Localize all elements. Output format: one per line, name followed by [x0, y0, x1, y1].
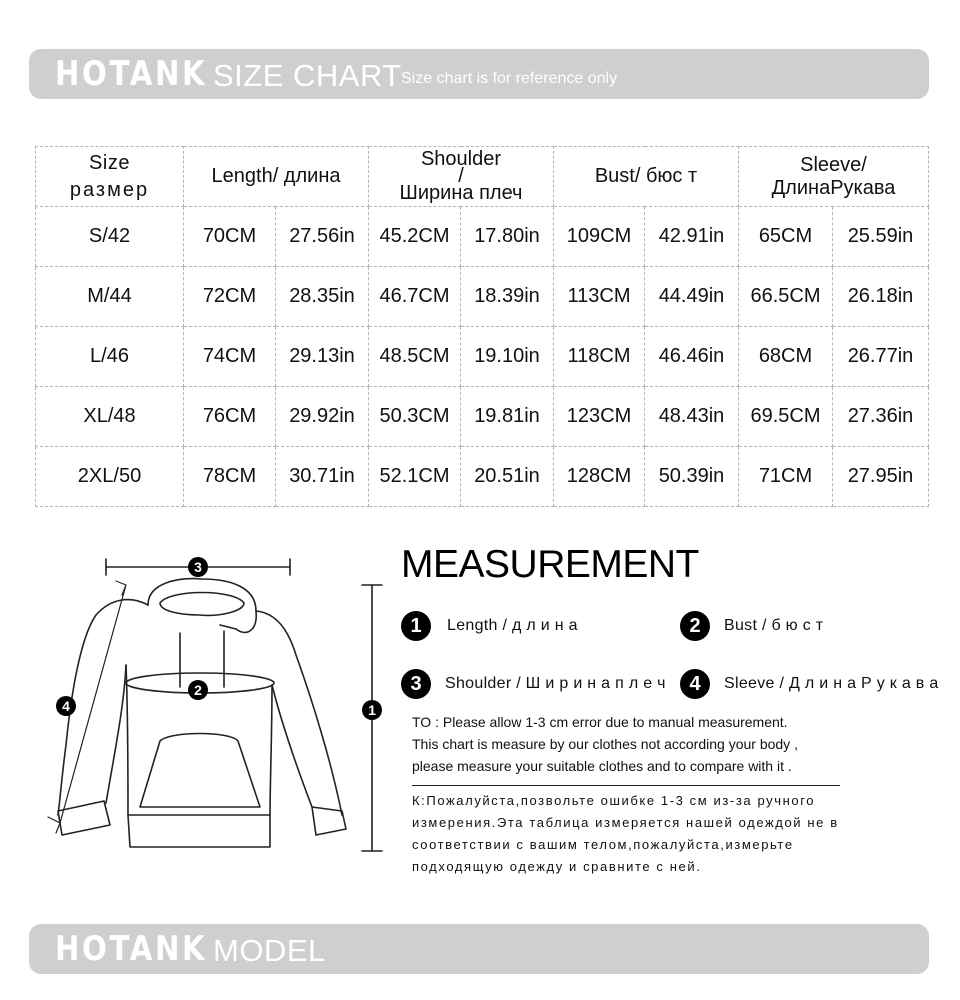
measure-bust [680, 611, 823, 641]
header-bust: Bust/ бюс т [554, 147, 739, 207]
divider [412, 785, 840, 786]
brand-logo: HOTANK [55, 54, 208, 94]
table-cell: 42.91in [645, 207, 739, 267]
note-line-text: please measure your suitable clothes and to compare with it . [412, 758, 792, 774]
note-line-text: подходящую одежду и сравните с ней. [412, 859, 702, 874]
marker-4: 4 [56, 696, 76, 716]
measure-number: 4 [680, 669, 710, 699]
table-cell: 76CM [184, 387, 276, 447]
table-cell: 109CM [554, 207, 645, 267]
measure-number: 3 [401, 669, 431, 699]
header-sleeve: Sleeve/ДлинаРукава [739, 147, 929, 207]
note-line-text: К:Пожалуйста,позвольте ошибке 1-3 см из-за ручного [412, 793, 816, 808]
banner-note: Size chart is for reference only [401, 70, 618, 87]
banner-title: SIZE CHART [213, 58, 402, 93]
measure-number: 2 [680, 611, 710, 641]
header-shoulder-ru: Ширина плеч [399, 182, 523, 204]
measure-label: Length / д л и н а [447, 617, 578, 634]
note-english [412, 711, 798, 777]
table-cell: 20.51in [461, 447, 554, 507]
table-cell: 71CM [739, 447, 833, 507]
header-shoulder-sep: / [458, 165, 464, 187]
marker-1: 1 [362, 700, 382, 720]
table-cell: 18.39in [461, 267, 554, 327]
table-cell: 74CM [184, 327, 276, 387]
table-cell: 27.56in [276, 207, 369, 267]
table-cell: 2XL/50 [36, 447, 184, 507]
measure-label: Sleeve / Д л и н а Р у к а в а [724, 675, 939, 692]
measure-shoulder [401, 669, 666, 699]
size-table [35, 146, 929, 507]
table-cell: M/44 [36, 267, 184, 327]
table-cell: 52.1CM [369, 447, 461, 507]
header-length: Length/ длина [184, 147, 369, 207]
table-cell: 19.10in [461, 327, 554, 387]
table-cell: 19.81in [461, 387, 554, 447]
note-line-text: соответствии с вашим телом,пожалуйста,измерьте [412, 837, 794, 852]
table-cell: 65CM [739, 207, 833, 267]
measure-sleeve [680, 669, 939, 699]
table-cell: 113CM [554, 267, 645, 327]
table-row [36, 447, 929, 507]
table-cell: 50.3CM [369, 387, 461, 447]
table-cell: XL/48 [36, 387, 184, 447]
header-size [36, 147, 184, 207]
header-size-en: Size [89, 151, 130, 174]
table-cell: 46.46in [645, 327, 739, 387]
table-cell: 118CM [554, 327, 645, 387]
table-row [36, 207, 929, 267]
table-cell: 48.5CM [369, 327, 461, 387]
table-cell: 66.5CM [739, 267, 833, 327]
table-cell: 28.35in [276, 267, 369, 327]
table-cell: L/46 [36, 327, 184, 387]
header-size-ru: размер [69, 178, 150, 201]
measure-number: 1 [401, 611, 431, 641]
size-chart-banner [29, 49, 929, 99]
header-shoulder-en: Shoulder [420, 148, 502, 170]
table-cell: 17.80in [461, 207, 554, 267]
note-line-text: измерения.Эта таблица измеряется нашей одеждой не в [412, 815, 839, 830]
table-header-row [36, 147, 929, 207]
note-russian [412, 790, 882, 878]
banner-title: MODEL [213, 933, 326, 968]
table-cell: 26.77in [833, 327, 929, 387]
table-cell: 46.7CM [369, 267, 461, 327]
table-cell: 70CM [184, 207, 276, 267]
model-banner [29, 924, 929, 974]
note-line-text: TO : Please allow 1-3 cm error due to manual measurement. [412, 714, 788, 730]
table-row [36, 267, 929, 327]
table-cell: S/42 [36, 207, 184, 267]
table-cell: 27.95in [833, 447, 929, 507]
table-cell: 45.2CM [369, 207, 461, 267]
note-line-text: This chart is measure by our clothes not according your body , [412, 736, 798, 752]
table-row [36, 327, 929, 387]
table-cell: 27.36in [833, 387, 929, 447]
brand-logo: HOTANK [55, 929, 208, 969]
marker-2: 2 [188, 680, 208, 700]
table-cell: 29.13in [276, 327, 369, 387]
table-cell: 25.59in [833, 207, 929, 267]
table-cell: 48.43in [645, 387, 739, 447]
table-cell: 30.71in [276, 447, 369, 507]
table-cell: 72CM [184, 267, 276, 327]
table-cell: 50.39in [645, 447, 739, 507]
table-cell: 69.5CM [739, 387, 833, 447]
measure-length [401, 611, 578, 641]
table-cell: 29.92in [276, 387, 369, 447]
hoodie-diagram [20, 545, 390, 865]
table-row [36, 387, 929, 447]
table-cell: 44.49in [645, 267, 739, 327]
marker-3: 3 [188, 557, 208, 577]
table-cell: 68CM [739, 327, 833, 387]
measure-label: Bust / б ю с т [724, 617, 824, 634]
table-cell: 26.18in [833, 267, 929, 327]
measurement-title: MEASUREMENT [401, 543, 699, 586]
header-shoulder [369, 147, 554, 207]
table-cell: 123CM [554, 387, 645, 447]
measure-label: Shoulder / Ш и р и н а п л е ч [445, 675, 666, 692]
table-cell: 78CM [184, 447, 276, 507]
table-cell: 128CM [554, 447, 645, 507]
